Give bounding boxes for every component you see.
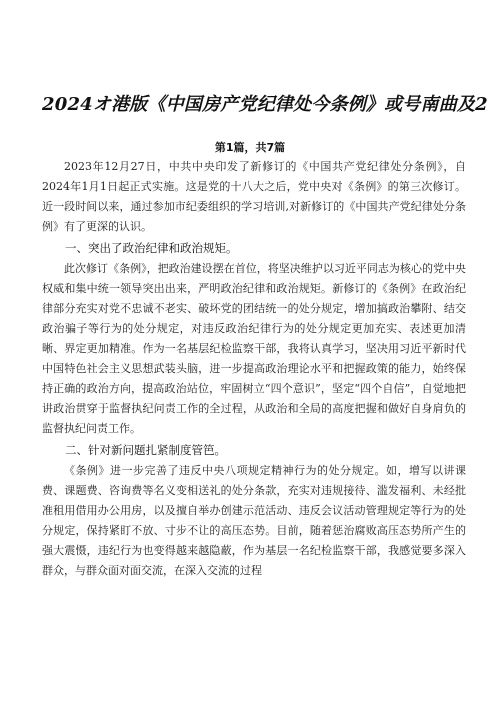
- section-2-paragraph: 《条例》进一步完善了违反中央八项规定精神行为的处分规定。如，增写以讲课费、课题费、咨询费等名义变相送礼的处分条款，充实对违规接待、滥发福利、未经批准租用借用办公用房，以及擅自举办创建示范活动、违反会议活动管理规定等行为的处分规定，保持紧盯不放、寸步不让的高压态势。目前，随着惩治腐败高压态势所产生的强大震慑，违纪行为也变得越来越隐蔽，作为基层一名纪检监察干部，我感觉要多深入群众，与群众面对面交流，在深入交流的过程: [42, 464, 466, 577]
- part-indicator: 第1篇，共7篇: [214, 141, 286, 154]
- intro-paragraph: 2023年12月27日，中共中央印发了新修订的《中国共产党纪律处分条例》，自2024年1月1日起正式实施。这是党的十八大之后，党中央对《条例》的第三次修订。近一段时间以来，通过参加市纪委组织的学习培训,对新修订的《中国共产党纪律处分条例》有了更深的认识。: [42, 160, 466, 233]
- document-title: 2024オ港版《中国房产党纪律处今条例》或号南曲及2: [42, 94, 488, 115]
- document-body: [42, 157, 466, 581]
- section-heading-2: 二、针对新问题扎紧制度管笆。: [65, 443, 226, 457]
- section-heading-1: 一、突出了政治纪律和政治规矩。: [65, 241, 238, 255]
- section-1-paragraph: 此次修订《条例》，把政治建设摆在首位，将坚决维护以习近平同志为核心的党中央权威和集中统一领导突出出来，严明政治纪律和政治规矩。新修订的《条例》在政治纪律部分充实对党不忠诚不老实、破坏党的团结统一的处分规定，增加搞政治攀附、结交政治骗子等行为的处分规定，对违反政治纪律行为的处分规定更加充实、表述更加清晰、界定更加精准。作为一名基层纪检监察干部，我将认真学习，坚决用习近平新时代中国特色社会主义思想武装头脑，进一步提高政治理论水平和把握政策的能力，始终保持正确的政治方向，提高政治站位，牢固树立“四个意识”，坚定“四个自信”，自觉地把讲政治贯穿于监督执纪问责工作的全过程，从政治和全局的高度把握和做好自身肩负的监督执纪问责工作。: [42, 262, 466, 435]
